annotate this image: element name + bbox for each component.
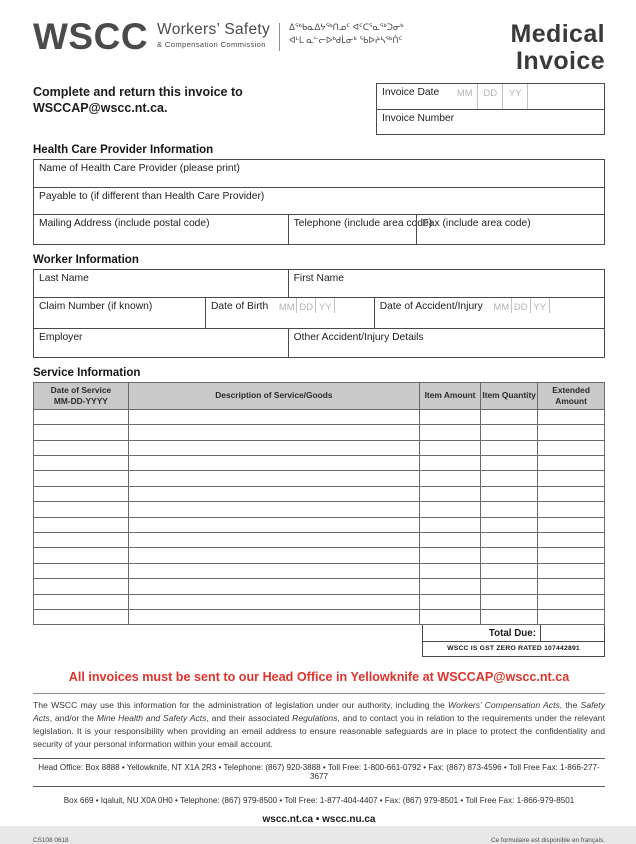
- service-cell[interactable]: [34, 532, 129, 547]
- service-cell[interactable]: [481, 471, 538, 486]
- service-cell[interactable]: [34, 425, 129, 440]
- service-cell[interactable]: [538, 471, 605, 486]
- service-cell[interactable]: [128, 409, 419, 424]
- service-cell[interactable]: [420, 563, 481, 578]
- wscc-logo-name: Workers’ Safety & Compensation Commission: [157, 21, 271, 49]
- service-cell[interactable]: [481, 548, 538, 563]
- doa-dd[interactable]: DD: [511, 298, 530, 313]
- websites-line: wscc.nt.ca • wscc.nu.ca: [262, 813, 376, 825]
- service-cell[interactable]: [481, 517, 538, 532]
- service-cell[interactable]: [538, 609, 605, 624]
- head-office-contact: Head Office: Box 8888 • Yellowknife, NT X1A 2R3 • Telephone: (867) 920-3888 • Toll Free: 1-800-661-0792 • Fax: (867) 873-4596 • Toll Free Fax: 1-866-277-3677: [33, 758, 605, 787]
- invoice-meta-box: [376, 83, 605, 135]
- service-row: [34, 548, 605, 563]
- doa-yy[interactable]: YY: [530, 298, 549, 313]
- dob-blank[interactable]: [334, 298, 373, 313]
- provider-name-label: Name of Health Care Provider (please print): [39, 163, 240, 174]
- service-cell[interactable]: [128, 532, 419, 547]
- form-code: CS108 0618: [33, 836, 69, 844]
- service-cell[interactable]: [481, 440, 538, 455]
- service-cell[interactable]: [538, 532, 605, 547]
- employer-field[interactable]: [34, 329, 288, 357]
- doa-mm[interactable]: MM: [493, 302, 510, 313]
- service-cell[interactable]: [128, 425, 419, 440]
- service-row: [34, 532, 605, 547]
- service-row: [34, 609, 605, 624]
- return-instructions: Complete and return this invoice to WSCCAP@wscc.nt.ca.: [33, 85, 243, 116]
- service-cell[interactable]: [128, 563, 419, 578]
- col-header-extended-amount: Extended Amount: [538, 383, 605, 410]
- total-due-box: [422, 625, 605, 642]
- service-row: [34, 440, 605, 455]
- service-cell[interactable]: [481, 594, 538, 609]
- first-name-field[interactable]: [288, 270, 604, 297]
- service-cell[interactable]: [420, 594, 481, 609]
- logo-divider: [279, 23, 280, 51]
- claim-number-label: Claim Number (if known): [39, 301, 153, 312]
- service-cell[interactable]: [420, 548, 481, 563]
- service-cell[interactable]: [538, 425, 605, 440]
- service-cell[interactable]: [128, 579, 419, 594]
- service-cell[interactable]: [538, 594, 605, 609]
- provider-contact-row: [34, 214, 604, 244]
- dob-date-cells: [277, 298, 373, 313]
- service-table-header-row: [34, 383, 605, 410]
- service-cell[interactable]: [34, 563, 129, 578]
- total-due-value-field[interactable]: [541, 625, 604, 641]
- worker-employer-row: [34, 328, 604, 357]
- service-cell[interactable]: [128, 456, 419, 471]
- other-details-label: Other Accident/Injury Details: [293, 332, 424, 343]
- service-row: [34, 409, 605, 424]
- last-name-field[interactable]: [34, 270, 288, 297]
- service-cell[interactable]: [538, 579, 605, 594]
- service-cell[interactable]: [538, 486, 605, 501]
- service-cell[interactable]: [420, 440, 481, 455]
- fax-label: Fax (include area code): [422, 218, 531, 229]
- service-cell[interactable]: [420, 409, 481, 424]
- wscc-logo: [33, 16, 404, 57]
- service-cell[interactable]: [34, 609, 129, 624]
- service-cell[interactable]: [538, 440, 605, 455]
- french-availability-note: Ce formulaire est disponible en français.: [490, 836, 605, 844]
- service-cell[interactable]: [538, 456, 605, 471]
- service-cell[interactable]: [481, 456, 538, 471]
- privacy-legal-text: The WSCC may use this information for the administration of legislation under our authority, including the Workers’ Compensation Acts, the Safety Acts, and/or the Mine Health and Safety Acts, and their associated Regulations, and to contact you in relation to the requirements under the relevant legislation. It is your responsibility when providing an email address to ensure reasonable safeguards are in place to protect the confidentiality and security of your personal information within your email account.: [33, 700, 605, 749]
- service-row: [34, 486, 605, 501]
- service-cell[interactable]: [34, 456, 129, 471]
- service-cell[interactable]: [481, 486, 538, 501]
- service-cell[interactable]: [128, 486, 419, 501]
- telephone-label: Telephone (include area code): [293, 218, 433, 229]
- service-cell[interactable]: [481, 409, 538, 424]
- col-header-item-quantity: Item Quantity: [481, 383, 538, 410]
- total-due-label: Total Due:: [423, 625, 541, 641]
- service-cell[interactable]: [481, 425, 538, 440]
- employer-label: Employer: [39, 332, 83, 343]
- service-cell[interactable]: [420, 486, 481, 501]
- service-row: [34, 471, 605, 486]
- form-header: [33, 16, 605, 75]
- bottom-meta-row: [33, 837, 605, 844]
- col-header-description: Description of Service/Goods: [128, 383, 419, 410]
- first-name-label: First Name: [293, 273, 344, 284]
- fax-field[interactable]: [416, 215, 604, 244]
- service-cell[interactable]: [34, 440, 129, 455]
- service-table: [33, 382, 605, 625]
- invoice-number-label: Invoice Number: [382, 113, 455, 124]
- dob-yy[interactable]: YY: [315, 298, 334, 313]
- invoice-date-yy[interactable]: YY: [502, 84, 527, 109]
- last-name-label: Last Name: [39, 273, 89, 284]
- service-cell[interactable]: [34, 548, 129, 563]
- service-cell[interactable]: [420, 425, 481, 440]
- invoice-date-mm[interactable]: MM: [456, 88, 473, 99]
- service-cell[interactable]: [34, 409, 129, 424]
- service-cell[interactable]: [481, 532, 538, 547]
- service-cell[interactable]: [481, 563, 538, 578]
- service-row: [34, 425, 605, 440]
- dob-dd[interactable]: DD: [296, 298, 315, 313]
- invoice-date-field[interactable]: [377, 84, 604, 110]
- service-cell[interactable]: [128, 594, 419, 609]
- return-email: WSCCAP@wscc.nt.ca.: [33, 101, 168, 116]
- service-cell[interactable]: [420, 471, 481, 486]
- service-cell[interactable]: [420, 579, 481, 594]
- head-office-notice: All invoices must be sent to our Head Office in Yellowknife at WSCCAP@wscc.nt.ca: [68, 670, 570, 685]
- service-cell[interactable]: [34, 471, 129, 486]
- service-cell[interactable]: [481, 609, 538, 624]
- service-cell[interactable]: [538, 502, 605, 517]
- col-header-item-amount: Item Amount: [420, 383, 481, 410]
- date-of-birth-field[interactable]: [205, 298, 374, 328]
- service-section-heading: Service Information: [33, 367, 141, 379]
- service-cell[interactable]: [420, 609, 481, 624]
- gst-note: WSCC IS GST ZERO RATED 107442891: [422, 642, 605, 657]
- worker-name-row: [34, 270, 604, 297]
- payable-to-label: Payable to (if different than Health Care Provider): [39, 191, 265, 202]
- claim-number-field[interactable]: [34, 298, 205, 328]
- service-cell[interactable]: [420, 532, 481, 547]
- service-cell[interactable]: [538, 409, 605, 424]
- service-row: [34, 594, 605, 609]
- service-cell[interactable]: [34, 502, 129, 517]
- service-cell[interactable]: [128, 517, 419, 532]
- invoice-number-field[interactable]: [377, 110, 604, 134]
- worker-box: [33, 269, 605, 358]
- service-cell[interactable]: [34, 486, 129, 501]
- service-cell[interactable]: [420, 456, 481, 471]
- invoice-date-blank[interactable]: [527, 84, 604, 109]
- service-cell[interactable]: [128, 609, 419, 624]
- intro-row: [33, 83, 605, 135]
- service-cell[interactable]: [34, 579, 129, 594]
- service-cell[interactable]: [128, 440, 419, 455]
- invoice-date-cells: [452, 84, 604, 109]
- service-cell[interactable]: [128, 471, 419, 486]
- date-of-accident-field[interactable]: [374, 298, 604, 328]
- service-cell[interactable]: [538, 548, 605, 563]
- provider-box: [33, 159, 605, 245]
- dob-mm[interactable]: MM: [278, 302, 295, 313]
- service-cell[interactable]: [538, 563, 605, 578]
- totals-row: [33, 625, 605, 642]
- mailing-address-label: Mailing Address (include postal code): [39, 218, 210, 229]
- service-row: [34, 517, 605, 532]
- divider: [33, 693, 605, 694]
- mailing-address-field[interactable]: [34, 215, 288, 244]
- page-title: Medical Invoice: [510, 20, 605, 75]
- service-cell[interactable]: [128, 502, 419, 517]
- wscc-logo-syllabics: ᐃᖅᑲᓇᐃᔭᖅᑎᓄᑦ ᐊᑦᑕᕐᓇᖅᑐᓂᒃ ᐊᒻᒪ ᓇᓪᓕᐅᒃᑯᒫᓂᒃ ᖃᐅᔨᓴᖅᑏᑦ: [289, 23, 404, 47]
- service-row: [34, 563, 605, 578]
- telephone-field[interactable]: [288, 215, 433, 244]
- doa-blank[interactable]: [549, 298, 604, 313]
- other-details-field[interactable]: [288, 329, 604, 357]
- payable-to-field[interactable]: [34, 187, 604, 214]
- col-header-date-of-service: Date of Service MM-DD-YYYY: [34, 383, 129, 410]
- worker-section-heading: Worker Information: [33, 254, 139, 266]
- provider-name-field[interactable]: [34, 160, 604, 187]
- service-cell[interactable]: [481, 502, 538, 517]
- service-cell[interactable]: [420, 517, 481, 532]
- invoice-date-label: Invoice Date: [382, 87, 440, 98]
- date-of-accident-label: Date of Accident/Injury: [379, 301, 483, 312]
- invoice-date-dd[interactable]: DD: [477, 84, 502, 109]
- service-cell[interactable]: [538, 517, 605, 532]
- iqaluit-contact: Box 669 • Iqaluit, NU X0A 0H0 • Telephone: (867) 979-8500 • Toll Free: 1-877-404-4407 • Fax: (867) 979-8501 • Toll Free Fax: 1-866-979-8501: [63, 795, 575, 805]
- provider-section-heading: Health Care Provider Information: [33, 144, 214, 156]
- service-row: [34, 456, 605, 471]
- service-cell[interactable]: [128, 548, 419, 563]
- wscc-logo-acronym: WSCC: [33, 16, 149, 57]
- doa-date-cells: [492, 298, 604, 313]
- date-of-birth-label: Date of Birth: [211, 301, 269, 312]
- service-cell[interactable]: [420, 502, 481, 517]
- worker-dates-row: [34, 297, 604, 328]
- service-cell[interactable]: [481, 579, 538, 594]
- service-row: [34, 502, 605, 517]
- service-row: [34, 579, 605, 594]
- service-cell[interactable]: [34, 594, 129, 609]
- service-cell[interactable]: [34, 517, 129, 532]
